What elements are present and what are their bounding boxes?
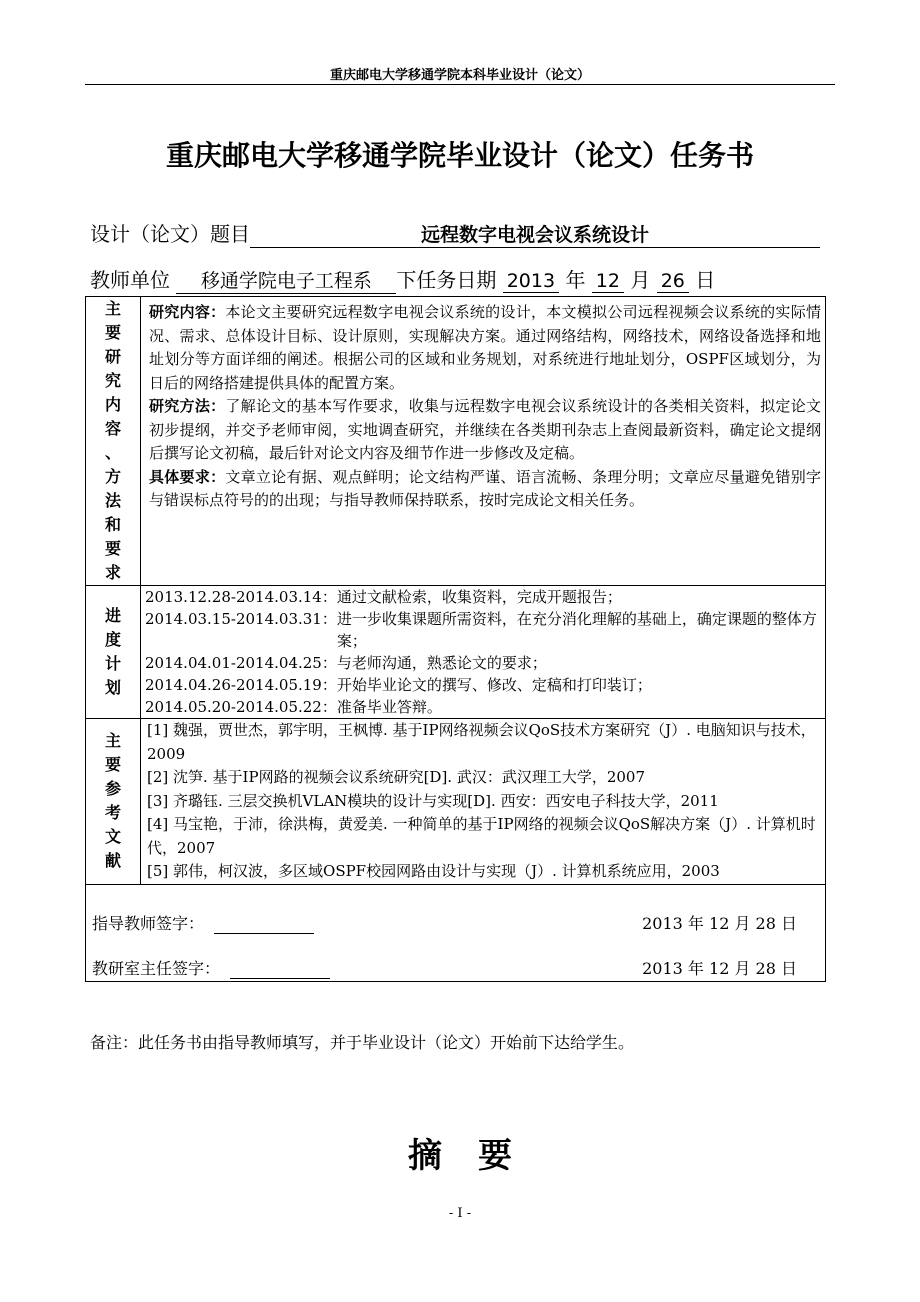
- reference-item: [2] 沈笋. 基于IP网路的视频会议系统研究[D]. 武汉：武汉理工大学，2007: [147, 768, 646, 786]
- plan-item: [145, 674, 821, 696]
- plan-date: 2013.12.28-2014.03.14：: [145, 588, 337, 606]
- refs-section-row: [86, 719, 826, 885]
- plan-text: 通过文献检索，收集资料，完成开题报告；: [336, 588, 622, 606]
- task-table: [85, 296, 826, 982]
- footnote-remark: 备注：此任务书由指导教师填写，并于毕业设计（论文）开始前下达给学生。: [90, 1033, 635, 1052]
- director-signature-label: 教研室主任签字：: [92, 958, 221, 978]
- plan-section-row: [86, 586, 826, 719]
- advisor-signature-date: 2013 年 12 月 28 日: [642, 913, 797, 933]
- topic-value: 远程数字电视会议系统设计: [250, 220, 820, 248]
- label-char: 究: [104, 371, 121, 390]
- advisor-signature-label: 指导教师签字：: [92, 913, 205, 933]
- page-title: 重庆邮电大学移通学院毕业设计（论文）任务书: [165, 139, 754, 172]
- label-char: 、: [104, 443, 121, 462]
- signature-row: [86, 884, 826, 981]
- label-char: 研: [104, 347, 121, 366]
- running-header: 重庆邮电大学移通学院本科毕业设计（论文）: [329, 68, 590, 83]
- label-char: 要: [104, 755, 121, 775]
- unit-value: 移通学院电子工程系: [176, 266, 396, 294]
- label-char: 主: [104, 731, 121, 751]
- refs-section-label: [86, 719, 141, 885]
- page-number: - I -: [448, 1206, 472, 1221]
- day-unit: 日: [695, 268, 716, 292]
- date-label: 下任务日期: [396, 268, 497, 292]
- research-method-head: 研究方法：: [149, 397, 226, 415]
- month-unit: 月: [630, 268, 651, 292]
- plan-date: 2014.04.26-2014.05.19：: [145, 676, 337, 694]
- plan-item: [145, 608, 821, 652]
- label-char: 方: [104, 467, 121, 486]
- label-char: 内: [104, 395, 121, 414]
- refs-section-content: [141, 719, 826, 885]
- main-section-content: [141, 297, 826, 586]
- label-char: 法: [104, 491, 121, 510]
- signature-cell: [86, 884, 826, 981]
- plan-text: 开始毕业论文的撰写、修改、定稿和打印装订；: [336, 676, 652, 694]
- label-char: 度: [104, 630, 121, 649]
- label-char: 进: [104, 606, 121, 625]
- abstract-title: 摘要: [408, 1136, 548, 1176]
- plan-date: 2014.05.20-2014.05.22：: [145, 698, 337, 716]
- plan-section-content: [141, 586, 826, 719]
- label-char: 文: [104, 827, 121, 847]
- plan-item: [145, 652, 821, 674]
- label-char: 要: [104, 323, 121, 342]
- label-char: 计: [104, 654, 121, 673]
- requirements-para: [149, 466, 821, 513]
- label-char: 要: [104, 539, 121, 558]
- plan-date: 2014.04.01-2014.04.25：: [145, 654, 337, 672]
- label-char: 参: [104, 779, 121, 799]
- label-char: 划: [104, 678, 121, 697]
- topic-label: 设计（论文）题目: [90, 222, 250, 246]
- task-day: 26: [657, 270, 689, 293]
- label-char: 容: [104, 419, 121, 438]
- label-char: 主: [104, 299, 121, 318]
- main-section-label: [86, 297, 141, 586]
- plan-item: [145, 696, 821, 718]
- requirements-head: 具体要求：: [149, 467, 226, 486]
- research-method-text: 了解论文的基本写作要求，收集与远程数字电视会议系统设计的各类相关资料，拟定论文初步提纲，并交予老师审阅，实地调查研究，并继续在各类期刊杂志上查阅最新资料，确定论文提纲后撰写论文初稿，最后针对论文内容及细节作进一步修改及定稿。: [149, 397, 821, 462]
- task-year: 2013: [503, 270, 559, 293]
- label-char: 求: [104, 563, 121, 582]
- advisor-signature-line: [92, 911, 797, 934]
- plan-text: 准备毕业答辩。: [336, 698, 442, 716]
- reference-item: [4] 马宝艳，于沛，徐洪梅，黄爱美. 一种简单的基于IP网络的视频会议QoS解决方案（J）. 计算机时代，2007: [147, 815, 816, 857]
- plan-text: 进一步收集课题所需资料，在充分消化理解的基础上，确定课题的整体方案；: [336, 610, 817, 650]
- director-signature-date: 2013 年 12 月 28 日: [642, 958, 797, 978]
- plan-section-label: [86, 586, 141, 719]
- task-month: 12: [592, 270, 624, 293]
- unit-label: 教师单位: [90, 268, 170, 292]
- research-content-text: 本论文主要研究远程数字电视会议系统的设计，本文模拟公司远程视频会议系统的实际情况、需求、总体设计目标、设计原则，实现解决方案。通过网络结构，网络技术，网络设备选择和地址划分等方面详细的阐述。根据公司的区域和业务规划，对系统进行地址划分，OSPF区域划分，为日后的网络搭建提供具体的配置方案。: [149, 303, 821, 392]
- plan-text: 与老师沟通，熟悉论文的要求；: [336, 654, 547, 672]
- advisor-signature-blank: [214, 917, 314, 934]
- research-content-para: [149, 301, 821, 395]
- year-unit: 年: [565, 268, 586, 292]
- director-signature-blank: [230, 962, 330, 979]
- topic-row: [90, 218, 820, 248]
- research-content-head: 研究内容：: [149, 303, 226, 321]
- reference-item: [1] 魏强，贾世杰，郭宇明，王枫博. 基于IP网络视频会议QoS技术方案研究（J）. 电脑知识与技术，2009: [147, 721, 816, 763]
- plan-date: 2014.03.15-2014.03.31：: [145, 610, 337, 628]
- header-rule: [85, 84, 835, 85]
- unit-row: [90, 264, 715, 294]
- requirements-text: 文章立论有据、观点鲜明；论文结构严谨、语言流畅、条理分明；文章应尽量避免错别字与错误标点符号的的出现；与指导教师保持联系，按时完成论文相关任务。: [149, 467, 821, 509]
- label-char: 献: [104, 851, 121, 871]
- reference-item: [3] 齐璐钰. 三层交换机VLAN模块的设计与实现[D]. 西安：西安电子科技大学，2011: [147, 791, 719, 810]
- label-char: 和: [104, 515, 121, 534]
- reference-item: [5] 郭伟，柯汉波，多区域OSPF校园网路由设计与实现（J）. 计算机系统应用，2003: [147, 862, 720, 880]
- main-section-row: [86, 297, 826, 586]
- director-signature-line: [92, 956, 797, 979]
- research-method-para: [149, 395, 821, 466]
- plan-item: [145, 586, 821, 608]
- label-char: 考: [104, 803, 121, 823]
